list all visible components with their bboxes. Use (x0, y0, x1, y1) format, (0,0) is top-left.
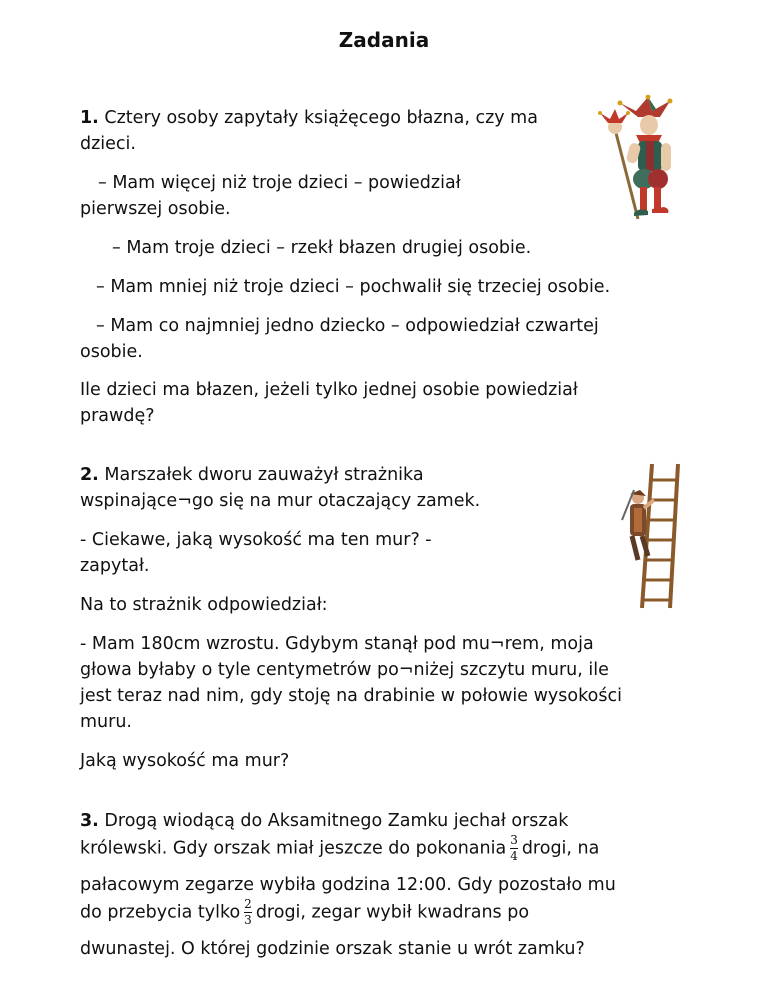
fraction1-numerator: 3 (510, 833, 518, 847)
task2-statement3-line1: - Mam 180cm wzrostu. Gdybym stanął pod mu¬rem, moja (80, 634, 594, 654)
task3-line2-text-a: królewski. Gdy orszak miał jeszcze do pokonania (80, 838, 507, 859)
task1-intro-line2: dzieci. (80, 134, 136, 154)
task3-line3: pałacowym zegarze wybiła godzina 12:00. Gdy pozostało mu (80, 875, 616, 895)
task1-statement1-line2: pierwszej osobie. (80, 199, 231, 219)
task1-question-line1: Ile dzieci ma błazen, jeżeli tylko jednej osobie powiedział (80, 380, 578, 400)
task1-statement3: – Mam mniej niż troje dzieci – pochwalił się trzeciej osobie. (96, 277, 611, 297)
task1-question-line2: prawdę? (80, 406, 155, 426)
fraction1-denominator: 4 (510, 849, 518, 863)
task2-intro-text: Marszałek dworu zauważył strażnika (104, 465, 424, 485)
ladder-guard-illustration (612, 460, 692, 610)
task1-statement1-line1: – Mam więcej niż troje dzieci – powiedział (98, 173, 461, 193)
task3-line4-text-a: do przebycia tylko (80, 902, 241, 923)
task2-statement3-line3: jest teraz nad nim, gdy stoję na drabinie w połowie wysokości (80, 686, 622, 706)
task3-line4-text-b: drogi, zegar wybił kwadrans po (255, 902, 530, 923)
task3-line4 (80, 898, 529, 927)
task2-intro-line1 (80, 462, 424, 488)
task2-number: 2. (80, 465, 99, 485)
task2-statement1-line1: - Ciekawe, jaką wysokość ma ten mur? - (80, 530, 432, 550)
task1-number: 1. (80, 108, 99, 128)
jester-illustration (590, 95, 690, 225)
page-title: Zadania (338, 28, 430, 52)
task1-intro-line1 (80, 105, 538, 131)
task3-number: 3. (80, 811, 99, 831)
task3-line5: dwunastej. O której godzinie orszak stanie u wrót zamku? (80, 939, 585, 959)
task2-question: Jaką wysokość ma mur? (80, 751, 290, 771)
task2-statement3-line2: głowa byłaby o tyle centymetrów po¬niżej szczytu muru, ile (80, 660, 609, 680)
task3-line2-text-b: drogi, na (521, 838, 600, 859)
fraction2-numerator: 2 (244, 897, 252, 911)
task1-statement4-line1: – Mam co najmniej jedno dziecko – odpowiedział czwartej (96, 316, 599, 336)
task3-line2 (80, 834, 599, 863)
fraction2-denominator: 3 (244, 913, 252, 927)
task2-statement1-line2: zapytał. (80, 556, 150, 576)
task2-statement2: Na to strażnik odpowiedział: (80, 595, 328, 615)
fraction-two-thirds (244, 898, 252, 927)
task1-intro-text: Cztery osoby zapytały książęcego błazna, czy ma (104, 108, 538, 128)
task2-statement3-line4: muru. (80, 712, 132, 732)
task3-line1 (80, 808, 568, 834)
task3-line1-text: Drogą wiodącą do Aksamitnego Zamku jechał orszak (104, 811, 569, 831)
task2-intro-line2: wspinające¬go się na mur otaczający zamek. (80, 491, 481, 511)
task1-statement2: – Mam troje dzieci – rzekł błazen drugiej osobie. (112, 238, 532, 258)
fraction-three-quarters (510, 834, 518, 863)
task1-statement4-line2: osobie. (80, 342, 143, 362)
